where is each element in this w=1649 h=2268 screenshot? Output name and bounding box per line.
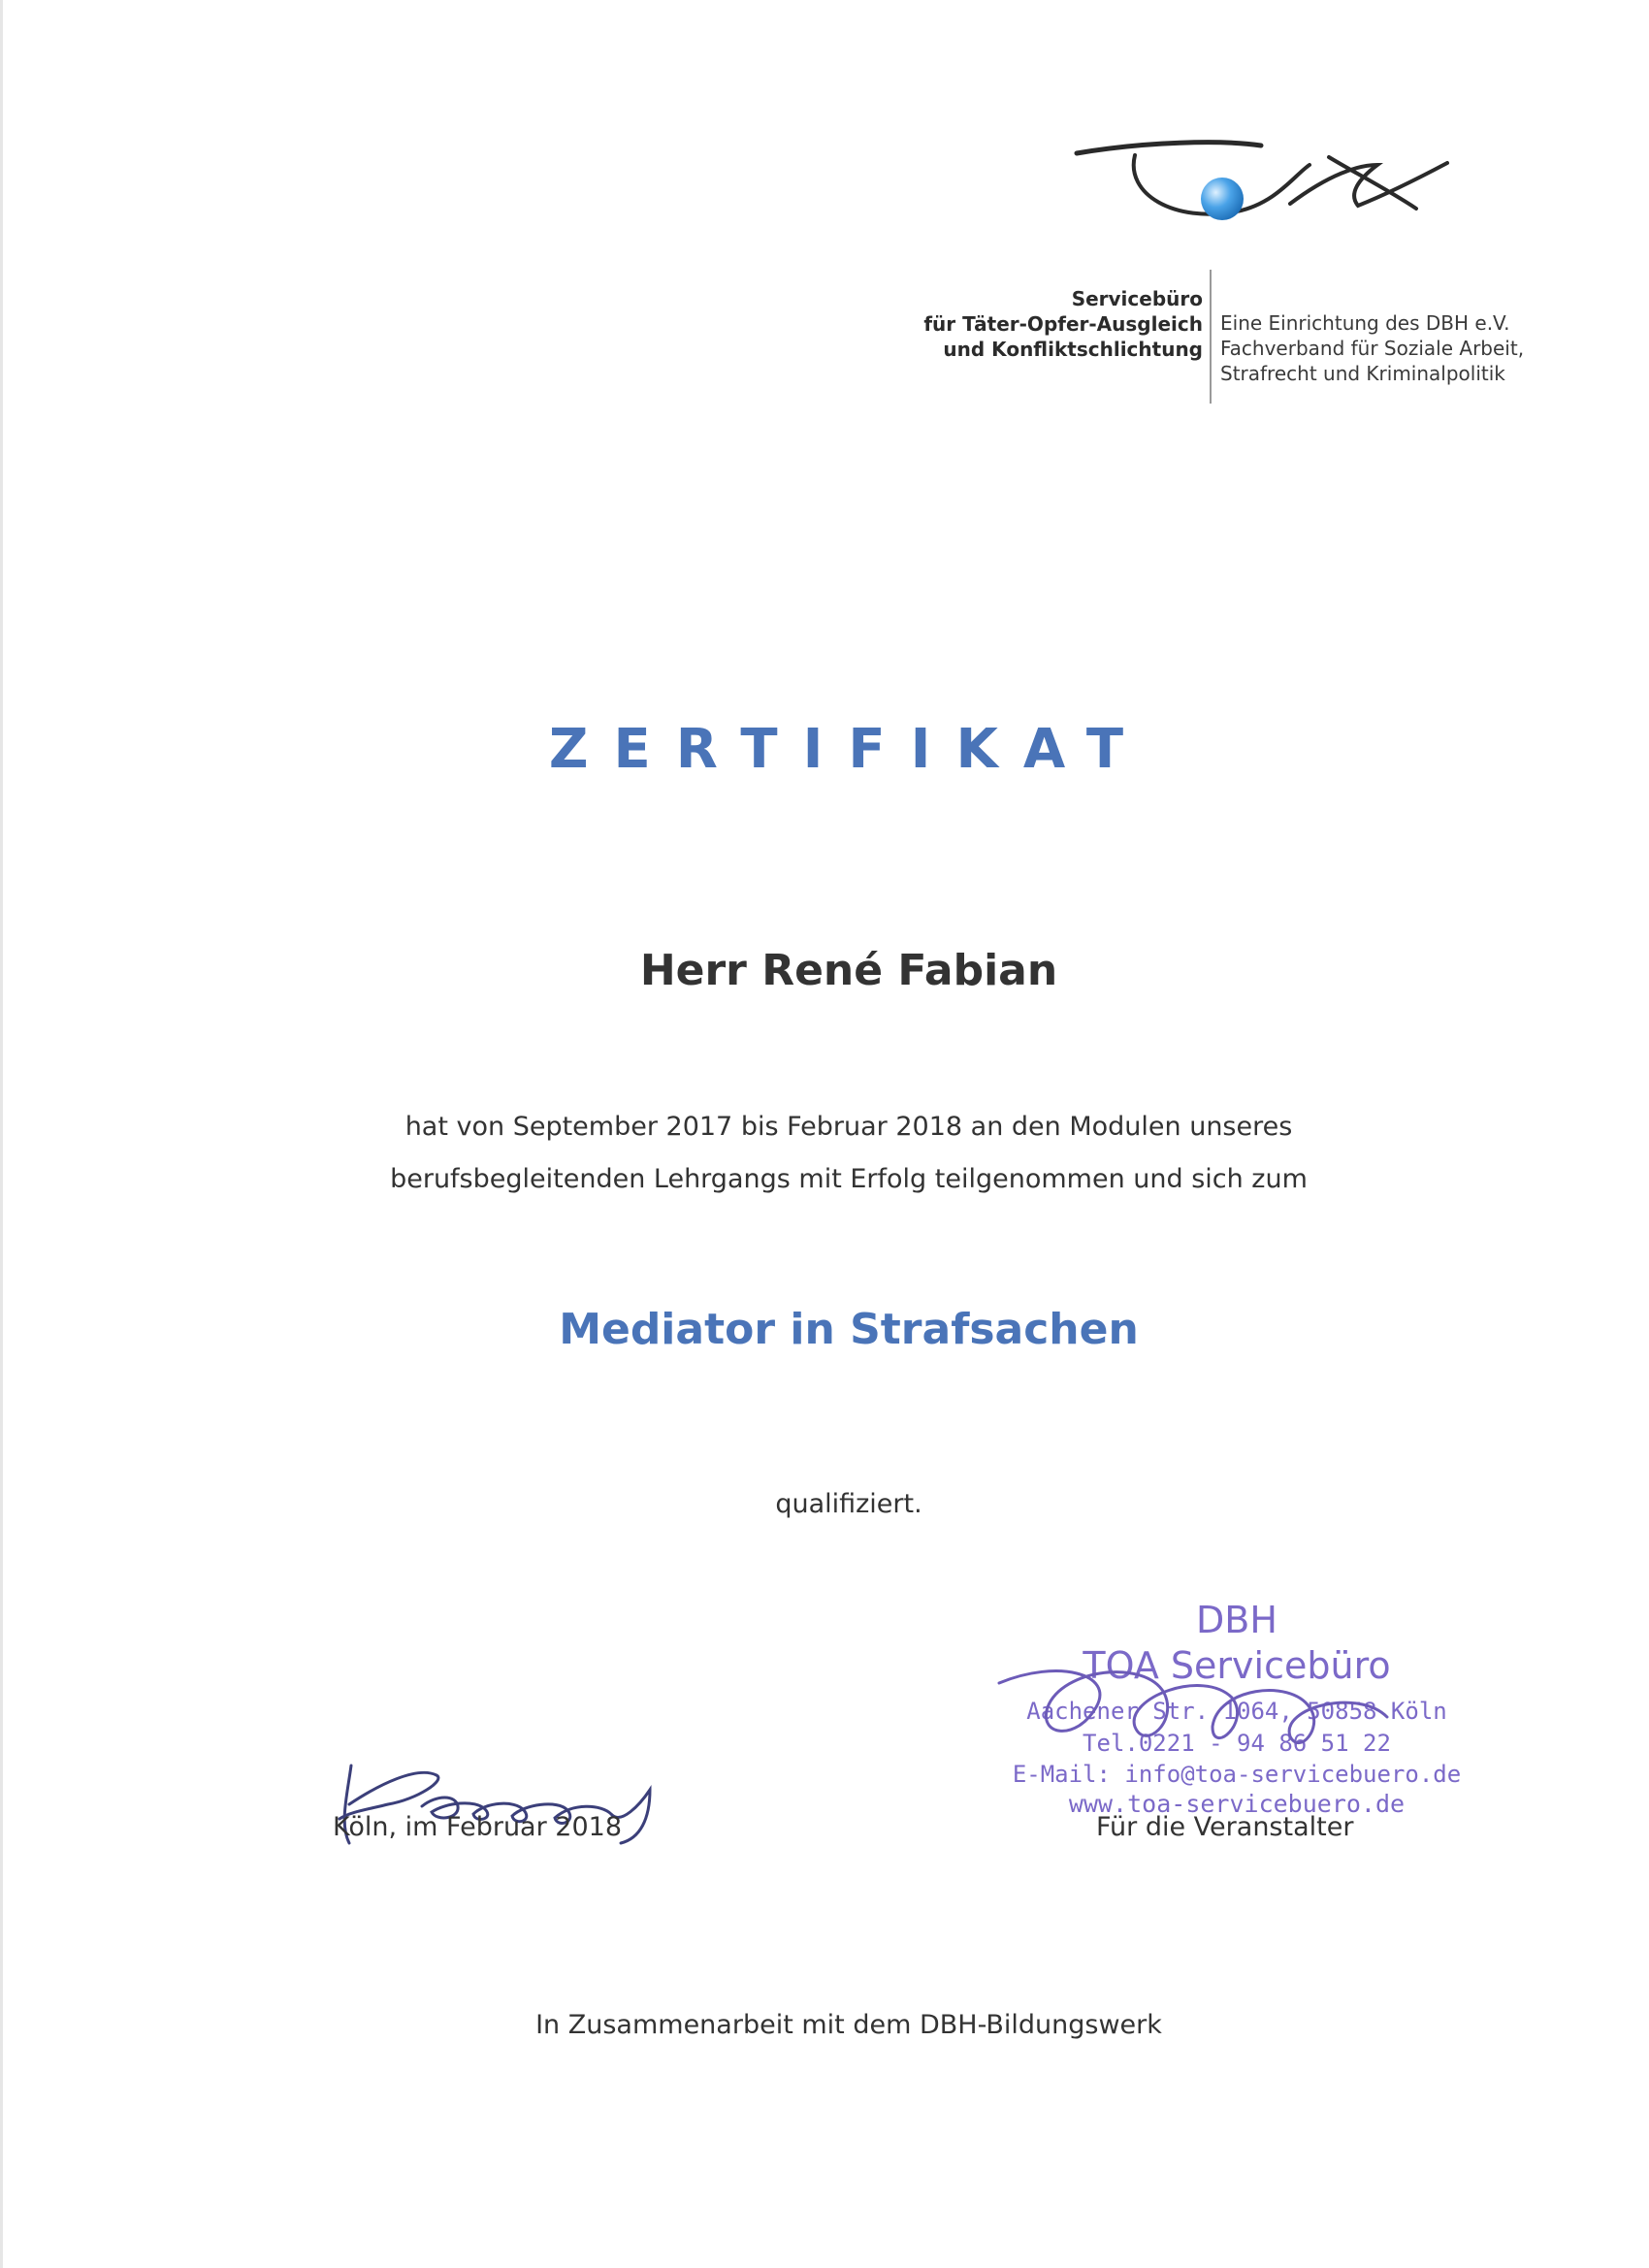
- stamp-line: E-Mail: info@toa-servicebuero.de: [1012, 1761, 1462, 1788]
- place-date: Köln, im Februar 2018: [333, 1812, 623, 1842]
- toa-logo: [1067, 136, 1455, 243]
- header-divider: [1210, 270, 1212, 404]
- footer-text: In Zusammenarbeit mit dem DBH-Bildungswerk: [535, 2010, 1162, 2040]
- org-left-line: für Täter-Opfer-Ausgleich: [923, 312, 1203, 336]
- stamp-line: DBH: [1196, 1599, 1277, 1641]
- stamp-line: Tel.0221 - 94 86 51 22: [1083, 1730, 1391, 1757]
- organizer-signature: [980, 1630, 1436, 1785]
- logo-ball-icon: [1201, 178, 1244, 220]
- recipient-name: Herr René Fabian: [639, 946, 1058, 995]
- stamp-line: TOA Servicebüro: [1083, 1644, 1391, 1687]
- organization-name: [844, 286, 1203, 362]
- organizer-label: Für die Veranstalter: [1096, 1812, 1354, 1842]
- org-right-line: Fachverband für Soziale Arbeit,: [1220, 337, 1525, 360]
- qualified-text: qualifiziert.: [775, 1489, 922, 1519]
- org-right-line: Eine Einrichtung des DBH e.V.: [1220, 311, 1510, 335]
- org-left-line: Servicebüro: [1071, 287, 1203, 310]
- body-line: berufsbegleitenden Lehrgangs mit Erfolg teilgenommen und sich zum: [390, 1164, 1308, 1194]
- certificate-title: ZERTIFIKAT: [548, 718, 1149, 781]
- org-right-line: Strafrecht und Kriminalpolitik: [1220, 362, 1505, 385]
- certificate-body: [0, 1101, 1649, 1206]
- qualification-title: Mediator in Strafsachen: [559, 1305, 1139, 1354]
- signature: [330, 1746, 689, 1863]
- stamp-line: Aachener Str. 1064, 50858 Köln: [1026, 1698, 1447, 1725]
- body-line: hat von September 2017 bis Februar 2018 an den Modulen unseres: [404, 1112, 1293, 1142]
- org-left-line: und Konfliktschlichtung: [943, 338, 1203, 361]
- stamp-line: www.toa-servicebuero.de: [1068, 1790, 1406, 1818]
- organization-affiliation: [1220, 310, 1628, 386]
